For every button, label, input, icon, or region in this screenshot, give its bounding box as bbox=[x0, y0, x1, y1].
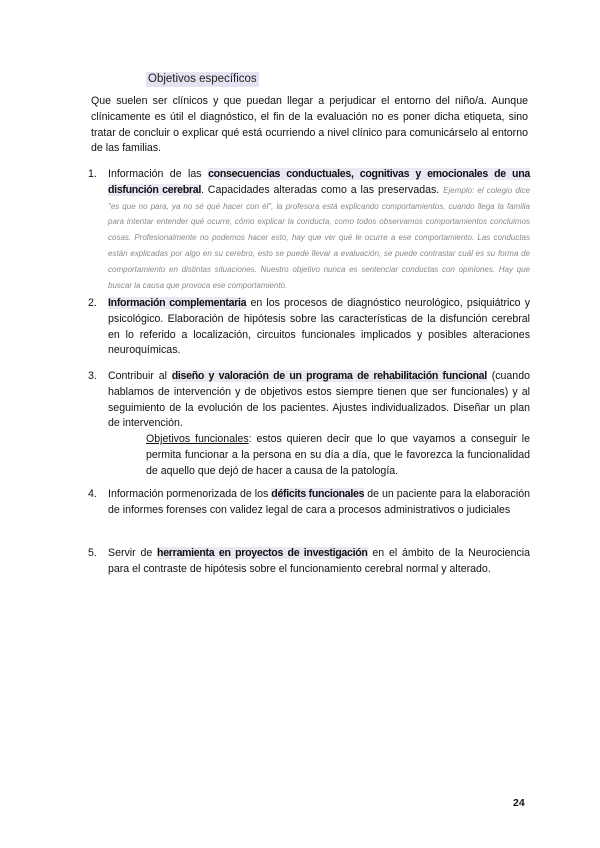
item-text-pre: Información de las bbox=[108, 168, 209, 180]
sub-label: Objetivos funcionales bbox=[146, 433, 249, 446]
item-highlight: Información complementaria bbox=[108, 297, 247, 309]
list-item-5 bbox=[88, 546, 530, 578]
item-text-post: . Capacidades alteradas como a las preservadas. bbox=[200, 183, 444, 196]
page-number: 24 bbox=[513, 797, 525, 809]
functional-objectives-note bbox=[146, 432, 530, 479]
section-heading: Objetivos específicos bbox=[148, 73, 257, 85]
list-item-3 bbox=[88, 369, 531, 480]
item-highlight: herramienta en proyectos de investigación bbox=[157, 547, 368, 559]
item-text-pre: Información pormenorizada de los bbox=[108, 488, 272, 500]
list-item-2 bbox=[88, 296, 530, 359]
item-text-pre: Servir de bbox=[108, 547, 158, 559]
item-number: 1. bbox=[88, 168, 97, 180]
intro-paragraph: Que suelen ser clínicos y que puedan llegar a perjudicar el entorno del niño/a. Aunque clínicamente es útil el diagnóstico, el fin de la evaluación no es poner dicha etiqueta, sino tratar de concluir o explicar qué está ocurriendo a nivel clínico para comunicárselo al entorno de las familias. bbox=[91, 95, 528, 155]
list-item-4 bbox=[88, 487, 530, 519]
item-highlight: déficits funcionales bbox=[271, 488, 365, 500]
item-text-pre: Contribuir al bbox=[108, 370, 172, 382]
item-text-post: (cuando hablamos de intervención y de objetivos estos siempre tienen que ser funcionales) y al seguimiento de la evolución de los pacientes. Ajustes individualizados. Diseñar un plan de intervención. bbox=[108, 370, 530, 430]
sub-text: : estos quieren decir que lo que vayamos a conseguir le permita funcionar a la persona en su día a día, que le favorezca la funcionalidad de aquello que dejó de hacer a causa de la patología. bbox=[146, 433, 531, 477]
item-number: 3. bbox=[88, 370, 97, 382]
item-text-post: de un paciente para la elaboración de informes forenses con validez legal de cara a procesos administrativos o judiciales bbox=[108, 488, 530, 516]
list-item-1 bbox=[88, 167, 531, 293]
item-highlight: consecuencias conductuales, cognitivas y emocionales de una disfunción cerebral bbox=[108, 168, 530, 196]
item-number: 2. bbox=[88, 297, 97, 309]
item-highlight: diseño y valoración de un programa de rehabilitación funcional bbox=[171, 370, 487, 382]
item-number: 5. bbox=[88, 547, 97, 559]
item-example: Ejemplo: el colegio dice "es que no para, ya no sé qué hacer con él", la profesora está explicando comportamientos, cuando llega la familia para intentar entender qué ocurre, cómo explicar la conducta, como todos observamos comportamientos concluimos cosas. Profesionalmente no podemos hacer esto, hay que ver qué le ocurre a ese comportamiento. Las conductas están explicadas por algo en su cerebro, esto se puede llevar a evaluación, se puede contrastar cuál es su forma de comportamiento en distintas situaciones. Nuestro objetivo nunca es sentenciar conductas con opiniones. Hay que buscar la causa que provoca ese comportamiento. bbox=[108, 185, 531, 290]
item-text-post: en los procesos de diagnóstico neurológico, psiquiátrico y psicológico. Elaboración de hipótesis sobre las características de la disfunción cerebral en lo referido a localización, circuitos funcionales implicados y posibles alteraciones neuroquímicas. bbox=[108, 297, 530, 357]
item-text-post: en el ámbito de la Neurociencia para el contraste de hipótesis sobre el funcionamiento cerebral normal y alterado. bbox=[108, 547, 530, 575]
item-number: 4. bbox=[88, 488, 97, 500]
